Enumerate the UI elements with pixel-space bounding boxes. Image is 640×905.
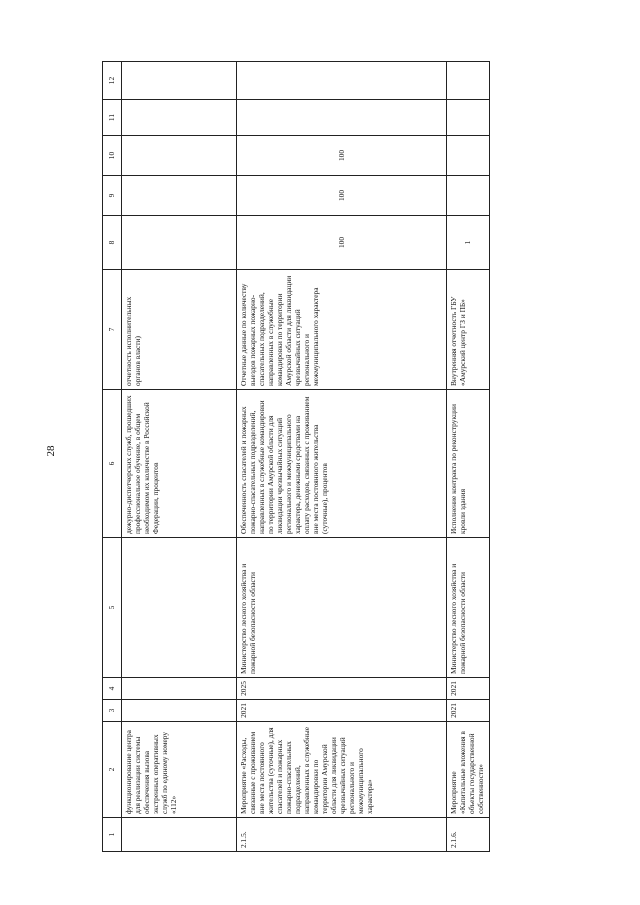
header-cell-10: 10 — [103, 136, 122, 176]
indicator-cell: дежурно-диспетчерских служб, прошедших профессиональное обучение, в общем необходимом их количестве в Российской Федерации, процентов — [122, 390, 237, 538]
value-cell-10: 100 — [237, 136, 447, 176]
header-cell-7: 7 — [103, 270, 122, 390]
table-row — [447, 62, 490, 852]
header-cell-9: 9 — [103, 176, 122, 216]
end-year-cell — [122, 678, 237, 700]
value-cell-9 — [122, 176, 237, 216]
executor-cell: Министерство лесного хозяйства и пожарной безопасности области — [237, 538, 447, 678]
start-year-cell: 2021 — [447, 700, 490, 722]
executor-cell: Министерство лесного хозяйства и пожарной безопасности области — [447, 538, 490, 678]
start-year-cell — [122, 700, 237, 722]
value-cell-9: 100 — [237, 176, 447, 216]
measures-table — [102, 61, 490, 852]
value-cell-8: 1 — [447, 216, 490, 270]
value-cell-11 — [237, 100, 447, 136]
measure-name-cell: функционирование центра для реализации системы обеспечения вызова экстренных оперативных служб по единому номеру «112» — [122, 722, 237, 818]
indicator-cell: Исполнение контракта по реконструкции кровли здания — [447, 390, 490, 538]
table-row — [122, 62, 237, 852]
source-cell: Отчетные данные по количеству выездов пожарных пожарно-спасательных подразделений, направленных в служебные командировки по территории Амурской области для ликвидации чрезвычайных ситуаций регионального и межмуниципального характера — [237, 270, 447, 390]
end-year-cell: 2025 — [237, 678, 447, 700]
value-cell-11 — [122, 100, 237, 136]
row-number-cell: 2.1.5. — [237, 818, 447, 852]
value-cell-8 — [122, 216, 237, 270]
executor-cell — [122, 538, 237, 678]
measure-name-cell: Мероприятие «Расходы, связанные с проживанием вне места постоянного жительства (суточные), для спасателей и пожарных пожарно-спасательных подразделений, направленных в служебные командировки по территории Амурской области для ликвидации чрезвычайных ситуаций регионального и межмуниципального характера» — [237, 722, 447, 818]
header-cell-11: 11 — [103, 100, 122, 136]
value-cell-10 — [447, 136, 490, 176]
header-cell-8: 8 — [103, 216, 122, 270]
header-cell-5: 5 — [103, 538, 122, 678]
header-cell-12: 12 — [103, 62, 122, 100]
header-cell-1: 1 — [103, 818, 122, 852]
header-row — [103, 62, 122, 852]
indicator-cell: Обеспеченность спасателей и пожарных пожарно-спасательных подразделений, направленных в служебные командировки по территории Амурской области для ликвидации чрезвычайных ситуаций регионального и межмуниципального характера, денежными средствами на оплату расходов, связанных с проживанием вне места постоянного жительства (суточные), процентов — [237, 390, 447, 538]
header-cell-3: 3 — [103, 700, 122, 722]
value-cell-9 — [447, 176, 490, 216]
header-cell-2: 2 — [103, 722, 122, 818]
value-cell-11 — [447, 100, 490, 136]
value-cell-10 — [122, 136, 237, 176]
measure-name-cell: Мероприятие «Капитальные вложения в объекты государственной собственности» — [447, 722, 490, 818]
end-year-cell: 2021 — [447, 678, 490, 700]
value-cell-12 — [447, 62, 490, 100]
header-cell-4: 4 — [103, 678, 122, 700]
row-number-cell: 2.1.6. — [447, 818, 490, 852]
start-year-cell: 2021 — [237, 700, 447, 722]
value-cell-8: 100 — [237, 216, 447, 270]
value-cell-12 — [122, 62, 237, 100]
rotated-table-sheet — [102, 62, 486, 852]
value-cell-12 — [237, 62, 447, 100]
row-number-cell — [122, 818, 237, 852]
source-cell: отчетность исполнительных органов власти) — [122, 270, 237, 390]
table-row — [237, 62, 447, 852]
page-number: 28 — [45, 445, 57, 457]
source-cell: Внутренняя отчетность ГБУ «Амурский центр ГЗ и ПБ» — [447, 270, 490, 390]
header-cell-6: 6 — [103, 390, 122, 538]
